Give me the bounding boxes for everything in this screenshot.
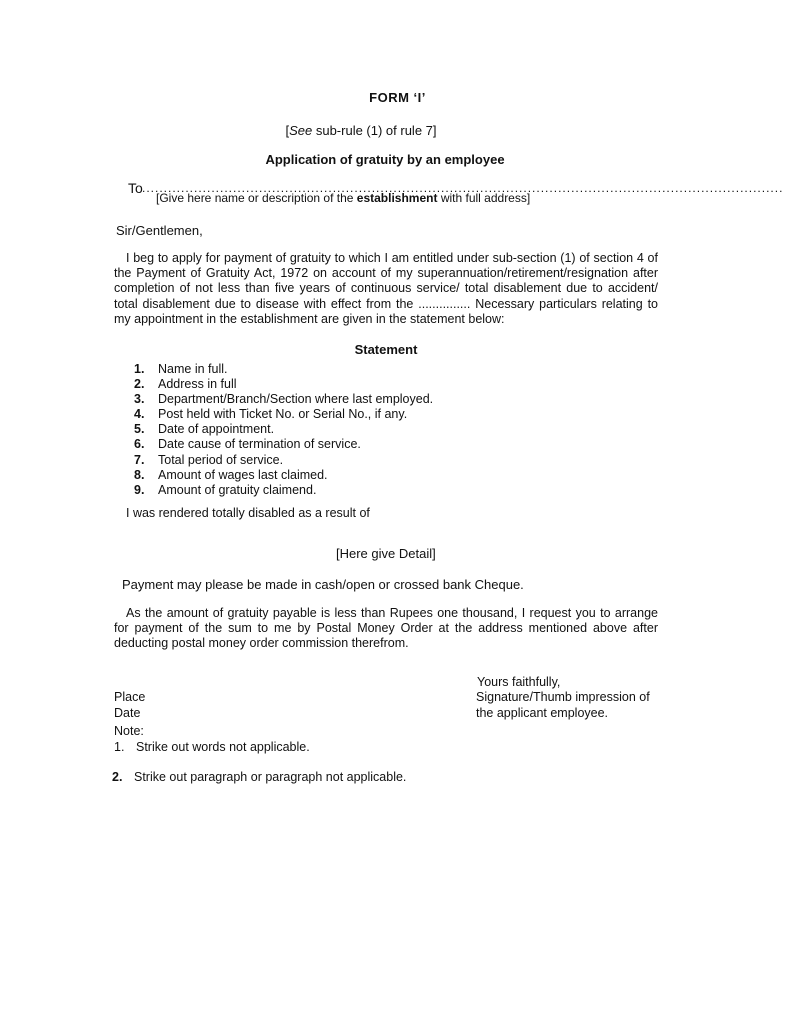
item-text: Post held with Ticket No. or Serial No., if any. <box>158 407 408 422</box>
note-text: Strike out words not applicable. <box>136 740 310 754</box>
applicant-line: the applicant employee. <box>476 706 609 720</box>
money-order-paragraph: As the amount of gratuity payable is less than Rupees one thousand, I request you to arrange for payment of the sum to me by Postal Money Order at the address mentioned above after deducting postal money order commission therefrom. <box>114 606 658 651</box>
item-text: Total period of service. <box>158 452 284 467</box>
payment-line: Payment may please be made in cash/open or crossed bank Cheque. <box>122 577 524 592</box>
list-item <box>134 377 433 392</box>
note-item <box>114 740 310 754</box>
item-number: 3. <box>134 392 145 407</box>
to-dotted-line: .................................................................................................................................................... <box>142 181 784 195</box>
item-number: 6. <box>134 437 145 452</box>
note-number: 2. <box>112 770 123 784</box>
note-label: Note: <box>114 724 144 738</box>
item-text: Address in full <box>158 377 237 392</box>
here-give-detail: [Here give Detail] <box>336 546 436 561</box>
list-item <box>134 468 433 483</box>
note-text: Strike out paragraph or paragraph not applicable. <box>134 770 407 784</box>
item-number: 7. <box>134 452 145 467</box>
application-title: Application of gratuity by an employee <box>265 152 505 167</box>
application-paragraph: I beg to apply for payment of gratuity to which I am entitled under sub-section (1) of section 4 of the Payment of Gratuity Act, 1972 on account of my superannuation/retirement/resignation after completion of not less than five years of continuous service/ total disablement due to accident/ total disablement due to disease with effect from the ............... Necessary particulars relating to my appointment in the establishment are given in the statement below: <box>114 251 658 326</box>
place-label: Place <box>114 690 146 704</box>
list-item <box>134 392 433 407</box>
list-item <box>134 362 433 377</box>
item-number: 2. <box>134 377 145 392</box>
list-item <box>134 453 433 468</box>
establishment-description <box>156 191 530 205</box>
item-number: 9. <box>134 482 145 497</box>
list-item <box>134 407 433 422</box>
item-number: 1. <box>134 362 145 376</box>
description-bold: establishment <box>356 191 438 205</box>
to-label: To <box>128 180 143 196</box>
item-number: 4. <box>134 407 145 422</box>
form-title: FORM ‘I’ <box>369 90 426 105</box>
item-text: Amount of wages last claimed. <box>158 467 328 482</box>
item-number: 5. <box>134 422 145 437</box>
description-part2: with full address] <box>437 191 531 205</box>
note-item <box>112 770 406 784</box>
signature-line: Signature/Thumb impression of <box>476 690 650 704</box>
yours-faithfully: Yours faithfully, <box>477 675 561 689</box>
date-label: Date <box>114 706 141 720</box>
subrule-reference <box>0 123 722 138</box>
list-item <box>134 483 433 498</box>
item-number: 8. <box>134 467 145 482</box>
item-text: Date of appointment. <box>158 422 275 437</box>
disabled-line: I was rendered totally disabled as a result of <box>126 506 370 520</box>
statement-list <box>134 362 433 498</box>
subrule-text: sub-rule (1) of rule 7] <box>312 123 437 138</box>
description-part1: [Give here name or description of the <box>156 191 357 205</box>
statement-heading: Statement <box>354 342 418 357</box>
item-text: Department/Branch/Section where last employed. <box>158 392 434 407</box>
item-text: Amount of gratuity claimend. <box>158 482 317 497</box>
list-item <box>134 437 433 452</box>
salutation: Sir/Gentlemen, <box>116 223 203 238</box>
list-item <box>134 422 433 437</box>
item-text: Date cause of termination of service. <box>158 437 361 452</box>
subrule-see: See <box>289 123 313 138</box>
note-number: 1. <box>114 740 125 754</box>
item-text: Name in full. <box>158 362 228 376</box>
subrule-open-bracket: [ <box>285 123 290 138</box>
